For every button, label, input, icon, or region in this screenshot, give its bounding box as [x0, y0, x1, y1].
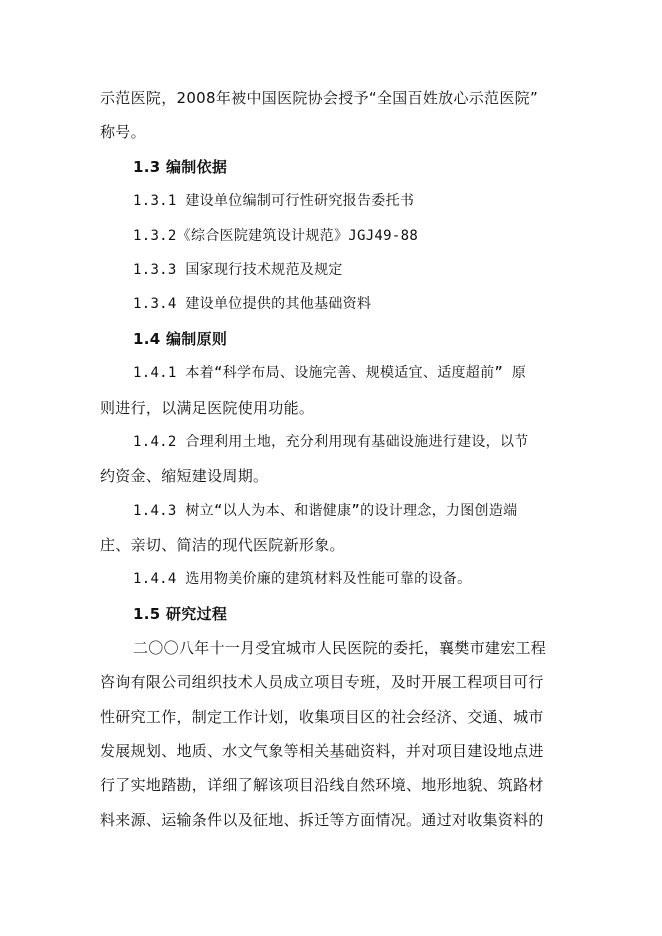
paragraph-line-4: 发展规划、地质、水文气象等相关基础资料，并对项目建设地点进 — [100, 742, 544, 760]
text-line-1-4-1-cont: 则进行，以满足医院使用功能。 — [100, 399, 315, 417]
paragraph-line-5: 行了实地踏勘，详细了解该项目沿线自然环境、地形地貌、筑路材 — [100, 776, 544, 794]
text-line-2: 称号。 — [100, 123, 146, 141]
text-line-1-4-2-cont: 约资金、缩短建设周期。 — [100, 467, 269, 485]
text-line-1-4-1: 1.4.1 本着“科学布局、设施完善、规模适宜、适度超前” 原 — [133, 365, 527, 381]
paragraph-line-1: 二〇〇八年十一月受宜城市人民医院的委托，襄樊市建宏工程 — [133, 639, 547, 657]
section-heading-1-3: 1.3 编制依据 — [133, 158, 228, 176]
text-line-1-4-4: 1.4.4 选用物美价廉的建筑材料及性能可靠的设备。 — [133, 571, 472, 587]
text-line-1-3-4: 1.3.4 建设单位提供的其他基础资料 — [133, 296, 372, 312]
text-line-1-3-3: 1.3.3 国家现行技术规范及规定 — [133, 262, 343, 278]
text-line-1-3-1: 1.3.1 建设单位编制可行性研究报告委托书 — [133, 193, 415, 209]
paragraph-line-3: 性研究工作，制定工作计划，收集项目区的社会经济、交通、城市 — [100, 708, 544, 726]
text-line-1-4-2: 1.4.2 合理利用土地，充分利用现有基础设施进行建设，以节 — [133, 434, 529, 450]
text-line-1-4-3-cont: 庄、亲切、简洁的现代医院新形象。 — [100, 536, 345, 554]
section-heading-1-5: 1.5 研究过程 — [133, 605, 228, 623]
paragraph-line-2: 咨询有限公司组织技术人员成立项目专班，及时开展工程项目可行 — [100, 673, 544, 691]
text-line-1-4-3: 1.4.3 树立“以人为本、和谐健康”的设计理念，力图创造端 — [133, 503, 518, 519]
section-heading-1-4: 1.4 编制原则 — [133, 330, 228, 348]
text-line-1-3-2: 1.3.2《综合医院建筑设计规范》JGJ49-88 — [133, 228, 419, 244]
paragraph-line-6: 料来源、运输条件以及征地、拆迁等方面情况。通过对收集资料的 — [100, 811, 544, 829]
text-line-1: 示范医院，2008年被中国医院协会授予“全国百姓放心示范医院” — [100, 89, 539, 107]
